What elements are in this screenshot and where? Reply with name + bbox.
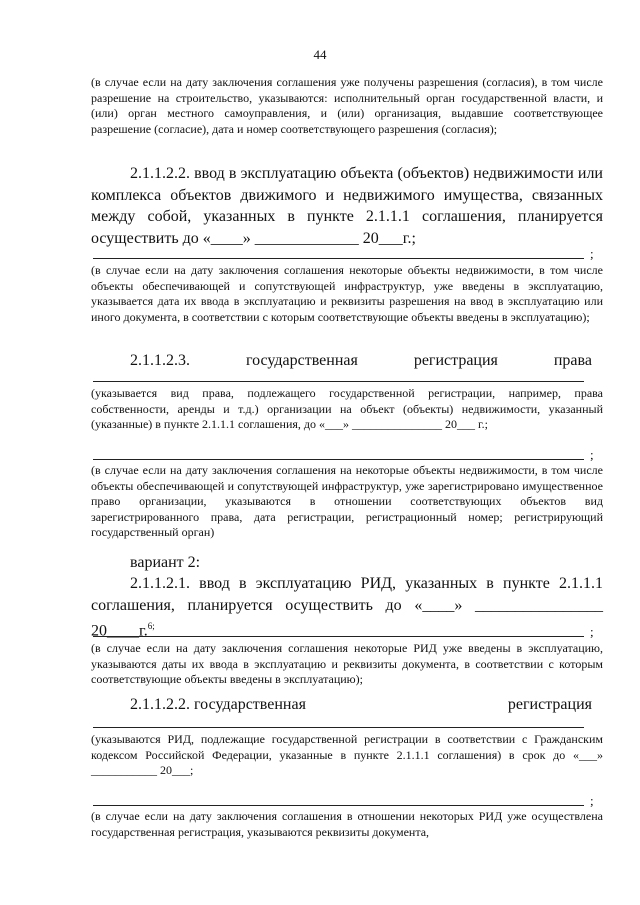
clause-text: 2.1.1.2.2. ввод в эксплуатацию объекта (объектов) недвижимости или комплекса объектов движимого и недвижимого имущества, связанных между собой, указанных в пункте 2.1.1.1 соглашения, планируется осуществить до «____» _____________ 20___г.;	[91, 165, 603, 247]
note-rid-registration: (указываются РИД, подлежащие государственной регистрации в соответствии с Гражданским кодексом Российской Федерации, указанные в пункте 2.1.1.1 соглашения) в срок до «___» ___________ 20___;	[91, 732, 603, 778]
note-rid-commissioned: (в случае если на дату заключения соглашения некоторые РИД уже введены в эксплуатацию, указываются даты их ввода в эксплуатацию и реквизиты документа, в соответствии с которым соответствующие объекты введены в эксплуатацию);	[91, 641, 603, 687]
clause-2-1-1-2-1-rid-commissioning	[91, 573, 603, 642]
clause-number: 2.1.1.2.3.	[130, 352, 190, 369]
line-semicolon: ;	[590, 246, 594, 261]
fill-line	[93, 727, 584, 728]
variant-label: вариант 2:	[130, 554, 201, 571]
fill-line	[93, 459, 584, 460]
note-rid-registered: (в случае если на дату заключения соглашения в отношении некоторых РИД уже осуществлена государственная регистрация, указываются реквизиты документа,	[91, 809, 603, 839]
clause-word: государственная	[245, 352, 358, 369]
clause-2-1-1-2-2-commissioning	[91, 163, 603, 249]
page-number: 44	[313, 47, 327, 62]
clause-text: 2.1.1.2.1. ввод в эксплуатацию РИД, указанных в пункте 2.1.1.1 соглашения, планируется осуществить до «____» ________________ 20____г.$^{6;}$	[91, 575, 603, 640]
footnote-ref: 6;	[147, 621, 155, 631]
fill-line	[93, 805, 584, 806]
clause-word: регистрация	[507, 696, 592, 713]
line-semicolon: ;	[590, 447, 594, 462]
note-registered-rights: (в случае если на дату заключения соглашения на некоторые объекты недвижимости, в том числе объекты обеспечивающей и сопутствующей инфраструктур, уже зарегистрировано имущественное право организации, указываются в отношении соответствующих объектов вид зарегистрированного права, дата регистрации, регистрационный номер; регистрирующий государственный орган)	[91, 463, 603, 540]
line-semicolon: ;	[590, 624, 594, 639]
note-right-type: (указывается вид права, подлежащего государственной регистрации, например, права собственности, аренды и т.д.) организации на объект (объекты) недвижимости, указанный (указанные) в пункте 2.1.1.1 соглашения, до «___» _______________ 20___ г.;	[91, 386, 603, 432]
note-commissioned-objects: (в случае если на дату заключения соглашения некоторые объекты недвижимости, в том числе объекты обеспечивающей и сопутствующей инфраструктур, уже введены в эксплуатацию, указывается дата их ввода в эксплуатацию и реквизиты разрешения на ввод в эксплуатацию или иного документа, в соответствии с которым соответствующие объекты введены в эксплуатацию);	[91, 263, 603, 324]
fill-line	[93, 636, 584, 637]
clause-number: 2.1.1.2.2. государственная	[130, 696, 306, 713]
fill-line	[93, 381, 584, 382]
clause-2-1-1-2-3-heading	[130, 352, 592, 370]
line-semicolon: ;	[590, 793, 594, 808]
clause-word: права	[553, 352, 592, 369]
clause-2-1-1-2-2-rid-registration-heading	[130, 696, 592, 714]
fill-line	[93, 258, 584, 259]
note-permits: (в случае если на дату заключения соглашения уже получены разрешения (согласия), в том числе разрешение на строительство, указываются: исполнительный орган государственной власти, и (или) орган местного самоуправления, и (или) организация, выдавшие соответствующее разрешение (согласие), дата и номер соответствующего разрешения (согласия);	[91, 75, 603, 136]
clause-word: регистрация	[413, 352, 498, 369]
